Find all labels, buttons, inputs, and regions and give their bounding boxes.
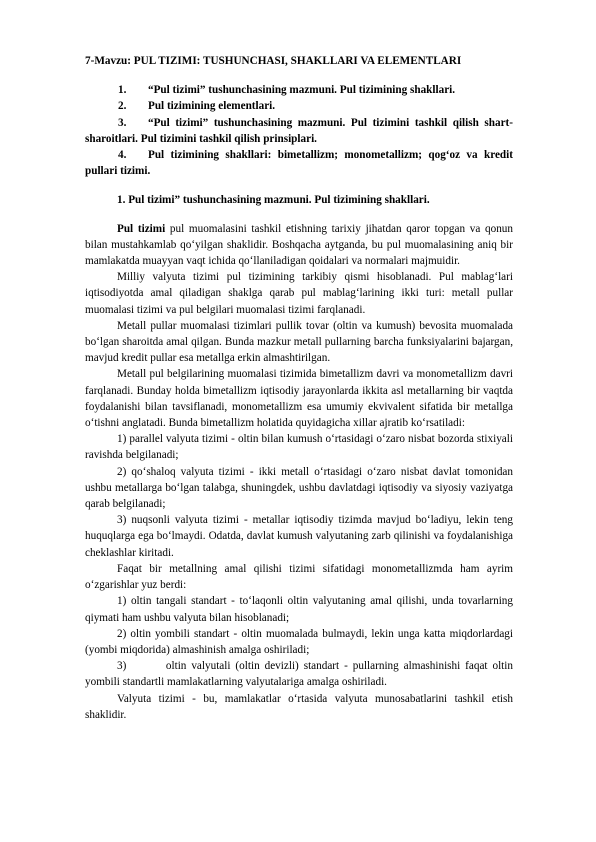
outline-text: Pul tizimining shakllari: bimetallizm; monometallizm; qog‘oz va kredit pullari tizimi. [85, 149, 513, 178]
list-item: 1) parallel valyuta tizimi - oltin bilan kumush o‘rtasidagi o‘zaro nisbat bozorda stixiyali ravishda belgilanadi; [85, 433, 513, 462]
section-heading: 1. Pul tizimi” tushunchasining mazmuni. Pul tizimining shakllari. [117, 194, 430, 207]
paragraph [85, 221, 513, 270]
outline-item [85, 115, 513, 147]
outline-number: 3. [118, 116, 127, 129]
paragraph: Metall pul belgilarining muomalasi tizimida bimetallizm davri va monometallizm davri farqlanadi. Bunday holda bimetallizm iqtisodiy jarayonlarda ikkita asl metallarning bir vaqtda foydalanishi bilan tavsiflanadi, monometallizm esa umumiy ekvivalent sifatida bir metallga o‘tishni anglatadi. Bunda bimetallizm holatida quyidagicha xillar ajratib ko‘rsatiladi: [85, 368, 513, 430]
term-bold: Pul tizimi [117, 222, 166, 235]
outline-number: 2. [118, 100, 127, 113]
outline-text: “Pul tizimi” tushunchasining mazmuni. Pul tizimining shakllari. [148, 84, 456, 97]
list-item: 2) oltin yombili standart - oltin muomalada bulmaydi, lekin unga katta miqdorlardagi (yombi miqdorida) almashinish amalga oshiriladi; [85, 627, 513, 656]
outline-number: 1. [118, 84, 127, 97]
paragraph: Metall pullar muomalasi tizimlari pullik tovar (oltin va kumush) bevosita muomalada bo‘lgan sharoitda amal qilgan. Bunda mazkur metall pullarning barcha funksiyalarini bajargan, mavjud kredit pullar esa metallga erkin almashtirilgan. [85, 319, 513, 365]
outline-text: Pul tizimining elementlari. [148, 100, 276, 113]
outline-item [85, 147, 513, 179]
list-item: 2) qo‘shaloq valyuta tizimi - ikki metall o‘rtasidagi o‘zaro nisbat davlat tomonidan ushbu metallarga bo‘lgan talabga, shuningdek, ushbu davlatdagi iqtisodiy va siyosiy vaziyatga qarab belgilanadi; [85, 465, 513, 511]
outline-text: “Pul tizimi” tushunchasining mazmuni. Pul tizimini tashkil qilish shart-sharoitlari. Pul tizimini tashkil qilish prinsiplari. [85, 116, 513, 145]
list-item: 3) nuqsonli valyuta tizimi - metallar iqtisodiy tizimda mavjud bo‘ladiyu, lekin teng huquqlarga ega bo‘lmaydi. Odatda, davlat kumush valyutaning zarb qilinishi va foydalanishiga cheklashlar kiritadi. [85, 514, 513, 559]
outline-item [85, 98, 513, 114]
section-body [85, 221, 516, 723]
list-item: 3) oltin valyutali (oltin devizli) standart - pullarning almashinishi faqat oltin yombili standartli mamlakatlarning valyutalariga amalga oshiriladi. [85, 660, 516, 689]
list-item: 1) oltin tangali standart - to‘laqonli oltin valyutaning amal qilishi, unda tovarlarning qiymati ham ushbu valyuta bilan hisoblanadi; [85, 595, 513, 624]
paragraph: Faqat bir metallning amal qilishi tizimi sifatidagi monometallizmda ham ayrim o‘zgarishlar yuz berdi: [85, 562, 513, 592]
topic-outline [85, 82, 513, 179]
page-title: 7-Mavzu: PUL TIZIMI: TUSHUNCHASI, SHAKLLARI VA ELEMENTLARI [85, 55, 462, 67]
paragraph: Valyuta tizimi - bu, mamlakatlar o‘rtasida valyuta munosabatlarini tashkil etish shaklidir. [85, 692, 513, 721]
outline-number: 4. [118, 149, 127, 162]
page-content [85, 53, 516, 723]
paragraph: Milliy valyuta tizimi pul tizimining tarkibiy qismi hisoblanadi. Pul mablag‘lari iqtisodiyotda amal qiladigan shaklga qarab pul mablag‘larining ikki turi: metall pullar muomalasi tizimi va pul belgilari muomalasi tizimi farqlanadi. [85, 271, 513, 316]
outline-item [85, 82, 513, 98]
paragraph-text: pul muomalasini tashkil etishning tarixiy jihatdan qaror topgan va qonun bilan mustahkamlab qo‘yilgan shaklidir. Boshqacha aytganda, bu pul muomalasining aniq bir mamlakatda muayyan vaqt ichida qo‘llaniladigan qoidalari va normalari majmuidir. [85, 222, 513, 268]
